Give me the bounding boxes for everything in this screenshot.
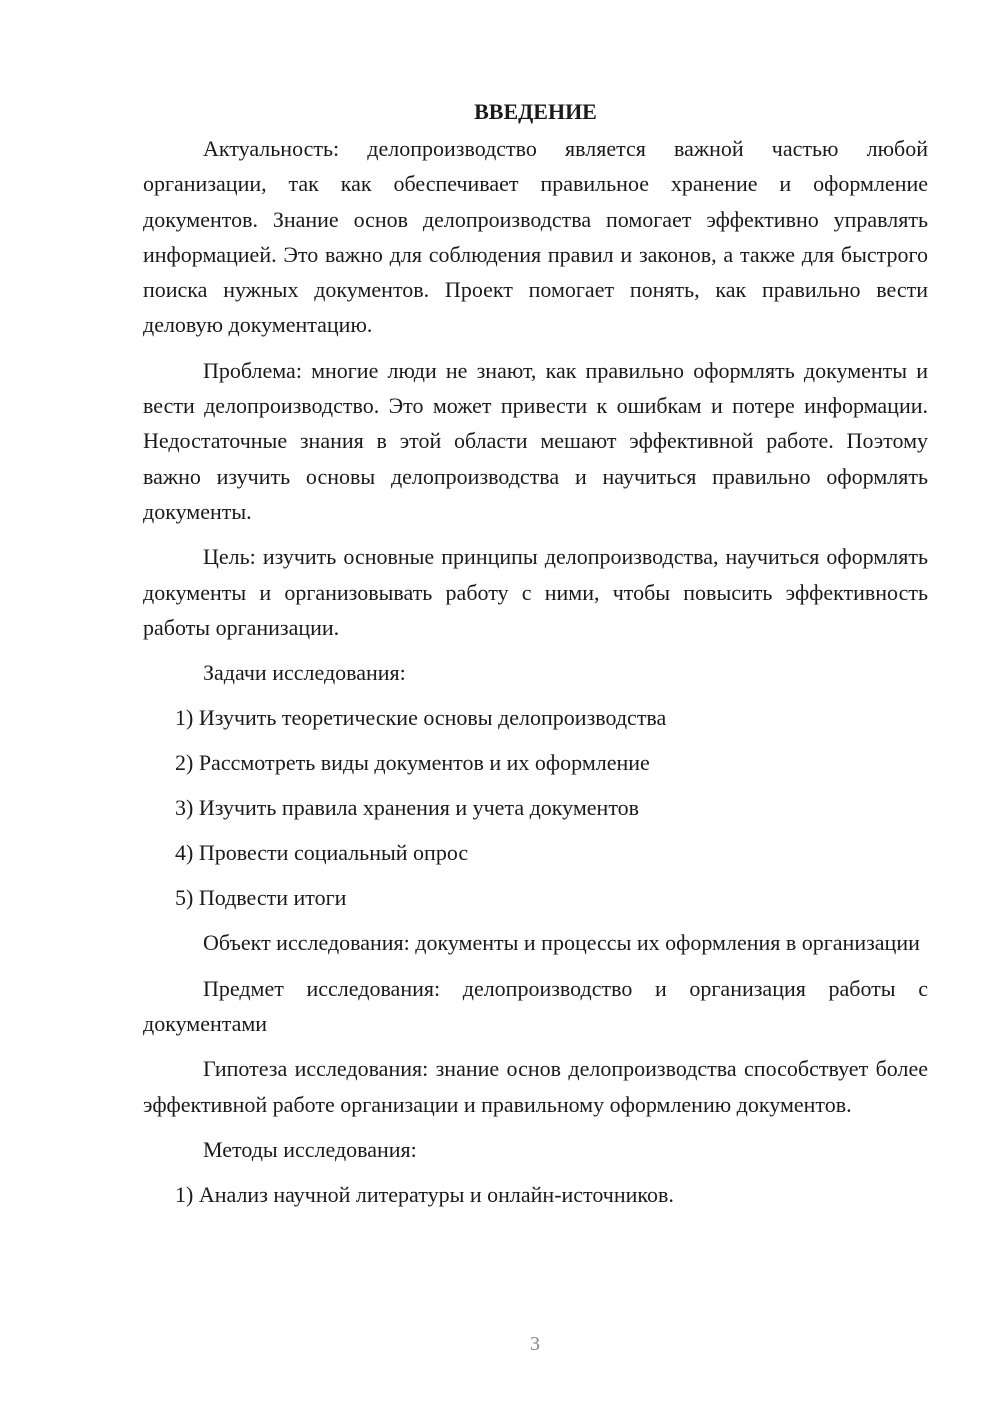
- methods-list: [143, 1177, 928, 1212]
- subject-paragraph: Предмет исследования: делопроизводство и организация работы с документами: [143, 975, 928, 1037]
- list-item: 1) Анализ научной литературы и онлайн-источников.: [175, 1182, 674, 1208]
- list-item: 2) Рассмотреть виды документов и их оформление: [175, 750, 650, 776]
- object-paragraph: Объект исследования: документы и процессы их оформления в организации: [203, 930, 920, 956]
- section-title: ВВЕДЕНИЕ: [474, 99, 597, 124]
- problem-paragraph: Проблема: многие люди не знают, как правильно оформлять документы и вести делопроизводство. Это может привести к ошибкам и потере информации. Недостаточные знания в этой области мешают эффективной работе. Поэтому важно изучить основы делопроизводства и научиться правильно оформлять документы.: [143, 357, 928, 524]
- hypothesis-paragraph: Гипотеза исследования: знание основ делопроизводства способствует более эффективной работе организации и правильному оформлению документов.: [143, 1056, 928, 1117]
- list-item: 4) Провести социальный опрос: [175, 840, 469, 866]
- goal-paragraph: Цель: изучить основные принципы делопроизводства, научиться оформлять документы и организовывать работу с ними, чтобы повысить эффективность работы организации.: [143, 544, 928, 640]
- relevance-paragraph: Актуальность: делопроизводство является важной частью любой организации, так как обеспечивает правильное хранение и оформление документов. Знание основ делопроизводства помогает эффективно управлять информацией. Это важно для соблюдения правил и законов, а также для быстрого поиска нужных документов. Проект помогает понять, как правильно вести деловую документацию.: [143, 136, 928, 338]
- list-item: 5) Подвести итоги: [175, 885, 347, 911]
- document-page: [143, 94, 928, 1212]
- page-number: 3: [530, 1333, 540, 1355]
- tasks-list: [143, 700, 928, 915]
- methods-heading: Методы исследования:: [203, 1136, 417, 1162]
- tasks-heading: Задачи исследования:: [203, 660, 406, 686]
- list-item: 3) Изучить правила хранения и учета документов: [175, 795, 640, 821]
- list-item: 1) Изучить теоретические основы делопроизводства: [175, 705, 667, 731]
